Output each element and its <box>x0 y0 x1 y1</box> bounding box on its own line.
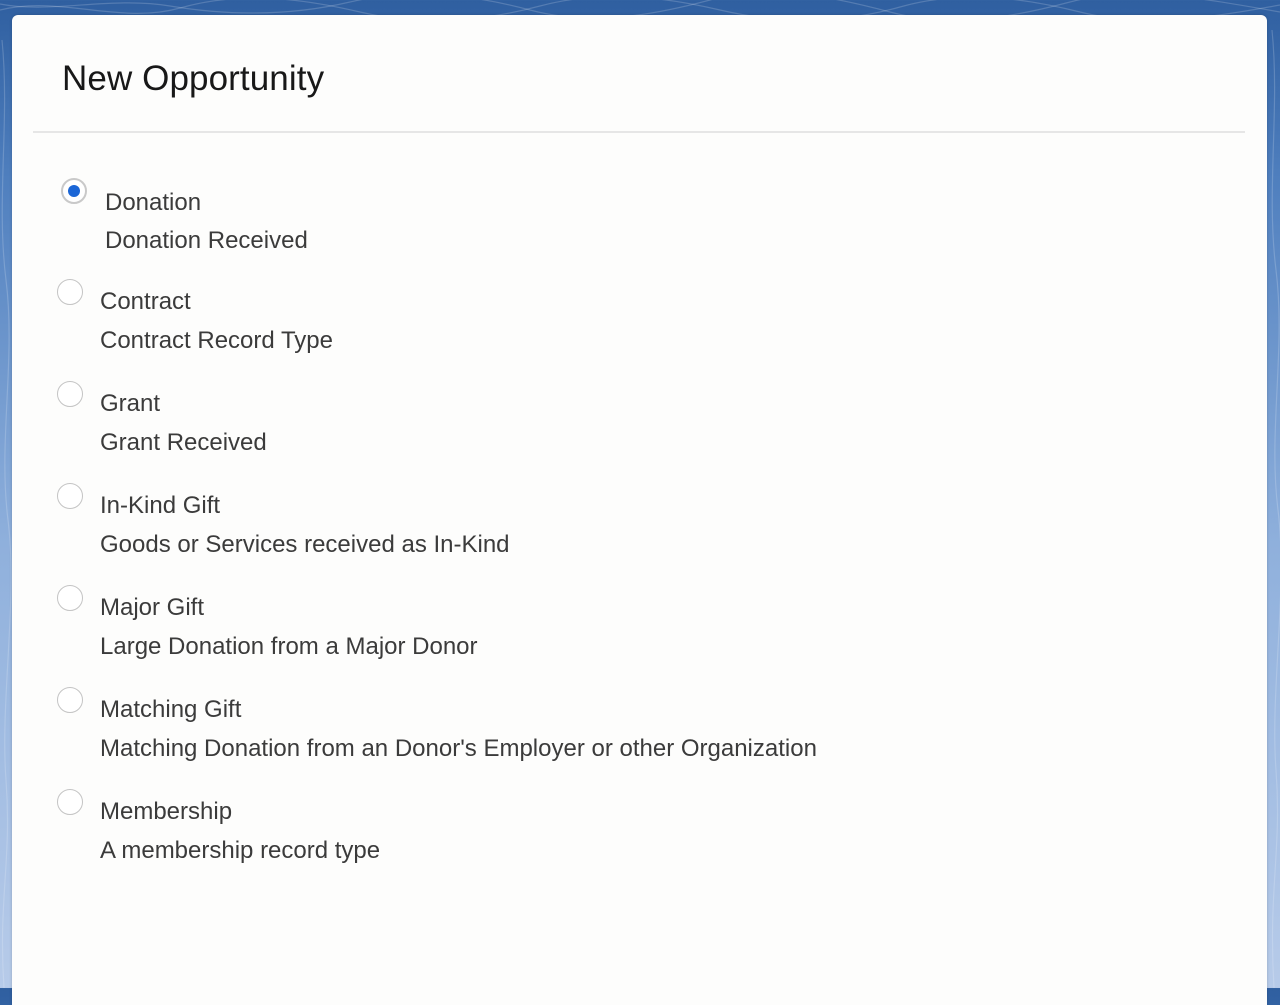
radio-button-matching-gift[interactable] <box>57 687 83 713</box>
radio-button-grant[interactable] <box>57 381 83 407</box>
record-type-option-donation[interactable] <box>12 175 912 265</box>
record-type-description: Matching Donation from an Donor's Employer or other Organization <box>100 735 817 762</box>
record-type-label: In-Kind Gift <box>100 492 221 519</box>
record-type-label: Major Gift <box>100 594 205 621</box>
record-type-label: Membership <box>100 798 233 825</box>
radio-button-in-kind-gift[interactable] <box>57 483 83 509</box>
new-opportunity-modal <box>12 15 1267 1005</box>
record-type-option-matching-gift[interactable] <box>12 685 912 775</box>
record-type-description: Donation Received <box>105 227 308 254</box>
record-type-description: Grant Received <box>100 429 267 456</box>
record-type-description: A membership record type <box>100 837 381 864</box>
record-type-description: Contract Record Type <box>100 327 334 354</box>
modal-title: New Opportunity <box>62 59 325 98</box>
radio-button-major-gift[interactable] <box>57 585 83 611</box>
modal-header <box>33 15 1245 133</box>
radio-button-membership[interactable] <box>57 789 83 815</box>
record-type-option-contract[interactable] <box>12 277 912 367</box>
record-type-label: Donation <box>105 189 202 216</box>
record-type-label: Grant <box>100 390 161 417</box>
record-type-option-in-kind-gift[interactable] <box>12 481 912 571</box>
record-type-description: Goods or Services received as In-Kind <box>100 531 510 558</box>
radio-button-donation[interactable] <box>61 178 87 204</box>
record-type-option-major-gift[interactable] <box>12 583 912 673</box>
record-type-label: Matching Gift <box>100 696 242 723</box>
record-type-label: Contract <box>100 288 191 315</box>
record-type-description: Large Donation from a Major Donor <box>100 633 478 660</box>
record-type-option-grant[interactable] <box>12 379 912 469</box>
radio-button-contract[interactable] <box>57 279 83 305</box>
record-type-option-membership[interactable] <box>12 787 912 877</box>
